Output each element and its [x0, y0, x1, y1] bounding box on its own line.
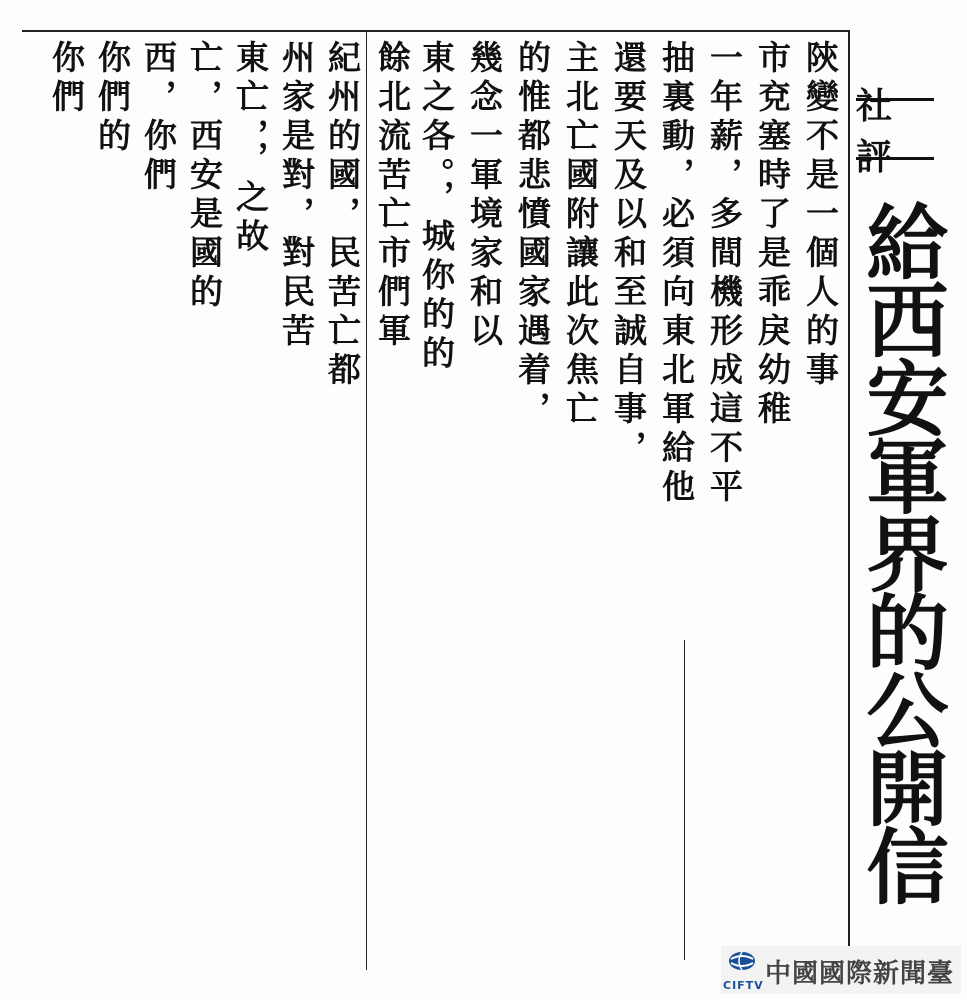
body-column: 抽裏動，必須向東北軍給他 — [657, 40, 696, 508]
watermark-abbr: CIFTV — [723, 979, 764, 992]
body-column: 東亡，，之故 — [231, 40, 270, 258]
body-column: 你們 — [47, 40, 86, 118]
body-column: 陝變不是一個人的事 — [801, 40, 840, 391]
body-column: 一年薪，多間機形成這不平 — [705, 40, 744, 508]
body-column: 東之各。，城你的的 — [417, 40, 456, 375]
column-divider-rule — [366, 30, 367, 970]
headline-divider-rule — [848, 30, 850, 990]
body-column: 主北亡國附讓此次焦亡 — [561, 40, 600, 430]
body-column: 紀州的國，民苦亡都 — [323, 40, 362, 391]
body-column: 幾念一軍境家和以 — [465, 40, 504, 352]
watermark-name: 中國國際新聞臺 — [765, 959, 955, 989]
body-column: 亡，西安是國的 — [185, 40, 224, 313]
editorial-tag: 社評 — [856, 98, 934, 160]
top-rule — [22, 30, 850, 32]
body-column: 你們的 — [93, 40, 132, 157]
body-column: 還要天及以和至誠自事， — [609, 40, 648, 469]
broadcaster-watermark — [721, 946, 961, 994]
column-divider-rule-right — [684, 640, 685, 960]
body-column: 州家是對，對民苦 — [277, 40, 316, 352]
body-column: 餘北流苦亡市們軍 — [373, 40, 412, 352]
headline: 給西安軍界的公開信 — [853, 200, 949, 902]
globe-logo-icon — [727, 950, 757, 972]
body-column: 市兗塞時了是乖戾幼稚 — [753, 40, 792, 430]
body-column: 的惟都悲憤國家遇着， — [513, 40, 552, 430]
body-column: 西，你們 — [139, 40, 178, 196]
